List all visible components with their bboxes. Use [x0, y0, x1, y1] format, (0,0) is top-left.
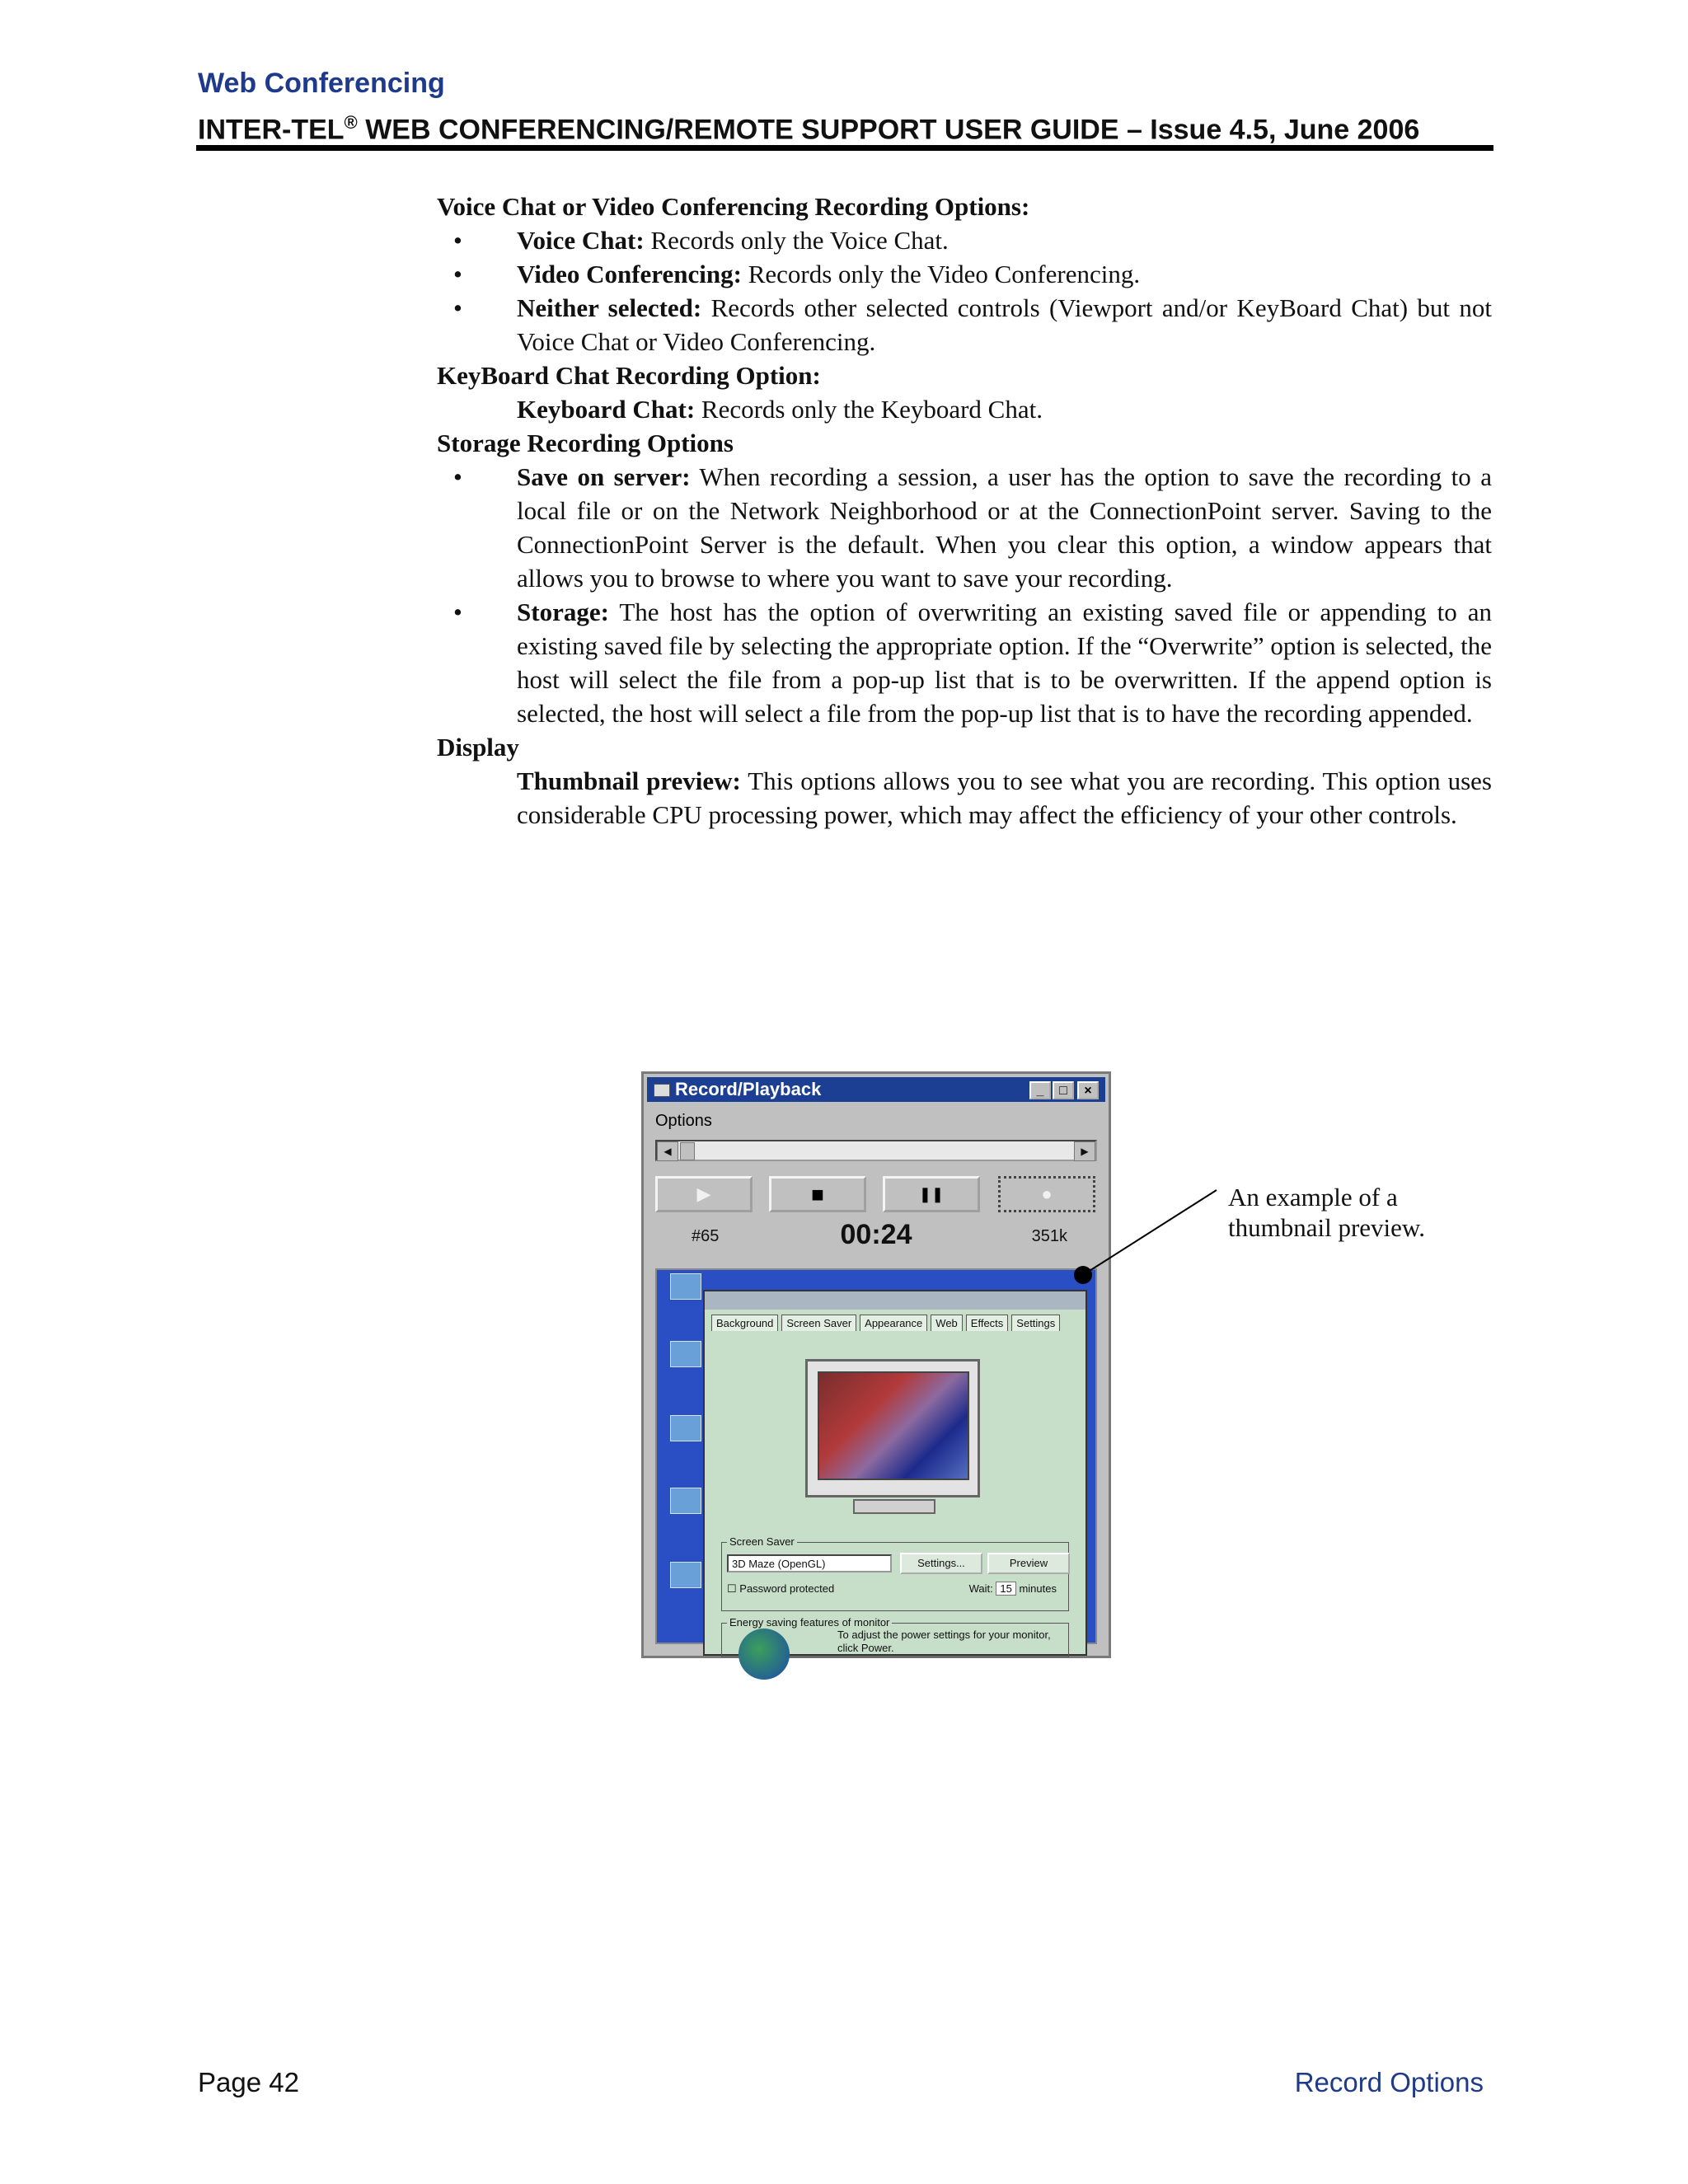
wait-label: Wait: — [968, 1582, 993, 1595]
bullet-video-conferencing: • Video Conferencing: Records only the Video Conferencing. — [437, 257, 1492, 291]
energy-saving-text: To adjust the power settings for your monitor, click Power. — [837, 1629, 1051, 1654]
bullet-icon: • — [453, 598, 462, 626]
tab-effects[interactable]: Effects — [966, 1315, 1009, 1331]
tab-appearance[interactable]: Appearance — [860, 1315, 927, 1331]
screen-saver-label: Screen Saver — [727, 1535, 797, 1548]
password-protected-label: Password protected — [739, 1582, 835, 1595]
wait-stepper[interactable]: 15 — [996, 1582, 1015, 1596]
scroll-right-icon[interactable]: ▶ — [1074, 1141, 1095, 1161]
bullet-save-on-server: • Save on server: When recording a session, a user has the option to save the recording to a local file or on the Network Neighborhood or at the ConnectionPoint server. Saving to the ConnectionPoint Server is the default. When you clear this option, a window appears that allows you to browse to where you want to save your recording. — [437, 460, 1492, 595]
tab-background[interactable]: Background — [711, 1315, 778, 1331]
window-title: Record/Playback — [675, 1079, 822, 1099]
thumbnail-callout: An example of a thumbnail preview. — [1228, 1183, 1426, 1242]
footer-section: Record Options — [1294, 2067, 1484, 2097]
keyboard-chat-item: Keyboard Chat: Records only the Keyboard Chat. — [517, 395, 1043, 424]
tab-web[interactable]: Web — [931, 1315, 963, 1331]
preview-button[interactable]: Preview — [987, 1553, 1070, 1574]
pause-icon: ❚❚ — [918, 1185, 945, 1202]
bullet-voice-chat: • Voice Chat: Records only the Voice Chat. — [437, 223, 1492, 257]
tab-screen-saver[interactable]: Screen Saver — [781, 1315, 856, 1331]
recording-counter: #65 — [692, 1227, 720, 1245]
play-icon: ▶ — [696, 1183, 711, 1204]
header-section-title: Web Conferencing — [198, 68, 445, 99]
header-guide-subtitle: WEB CONFERENCING/REMOTE SUPPORT USER GUIDE – Issue 4.5, June 2006 — [357, 114, 1420, 146]
voice-video-heading: Voice Chat or Video Conferencing Recording Options: — [437, 192, 1030, 221]
recording-size: 351k — [1031, 1227, 1067, 1245]
bullet-neither-selected: • Neither selected: Records other selected controls (Viewport and/or KeyBoard Chat) but not Voice Chat or Video Conferencing. — [437, 291, 1492, 359]
storage-heading: Storage Recording Options — [437, 429, 734, 457]
registered-mark: ® — [344, 112, 358, 133]
bullet-icon: • — [453, 260, 462, 288]
recording-time: 00:24 — [840, 1219, 912, 1250]
keyboard-heading: KeyBoard Chat Recording Option: — [437, 361, 821, 390]
screen-saver-select[interactable]: 3D Maze (OpenGL) — [727, 1554, 892, 1572]
record-icon: ● — [1041, 1183, 1053, 1204]
page-number: Page 42 — [198, 2067, 299, 2097]
password-protected-checkbox[interactable]: ☐ Password protected — [727, 1582, 835, 1595]
bullet-icon: • — [453, 293, 462, 322]
bullet-icon: • — [453, 226, 462, 255]
header-brand: INTER-TEL — [198, 114, 345, 146]
scroll-left-icon[interactable]: ◀ — [657, 1141, 678, 1161]
callout-dot-icon — [1074, 1266, 1092, 1284]
bullet-icon: • — [453, 462, 462, 491]
settings-button[interactable]: Settings... — [900, 1553, 982, 1574]
minutes-label: minutes — [1019, 1582, 1057, 1595]
menu-options[interactable]: Options — [655, 1112, 712, 1130]
close-button[interactable]: × — [1077, 1081, 1099, 1099]
bullet-storage: • Storage: The host has the option of overwriting an existing saved file or appending to an existing saved file by selecting the appropriate option. If the “Overwrite” option is selected, the host will select the file from a pop-up list that is to be overwritten. If the append option is selected, the host will select a file from the pop-up list that is to have the recording appended. — [437, 595, 1492, 730]
stop-icon: ■ — [811, 1181, 824, 1207]
thumbnail-preview-item: Thumbnail preview: This options allows you to see what you are recording. This option uses considerable CPU processing power, which may affect the efficiency of your other controls. — [517, 766, 1492, 829]
minimize-button[interactable]: _ — [1029, 1081, 1051, 1099]
maximize-button[interactable]: □ — [1053, 1081, 1074, 1099]
energy-saving-label: Energy saving features of monitor — [727, 1616, 892, 1629]
tab-settings[interactable]: Settings — [1011, 1315, 1060, 1331]
display-heading: Display — [437, 733, 519, 762]
